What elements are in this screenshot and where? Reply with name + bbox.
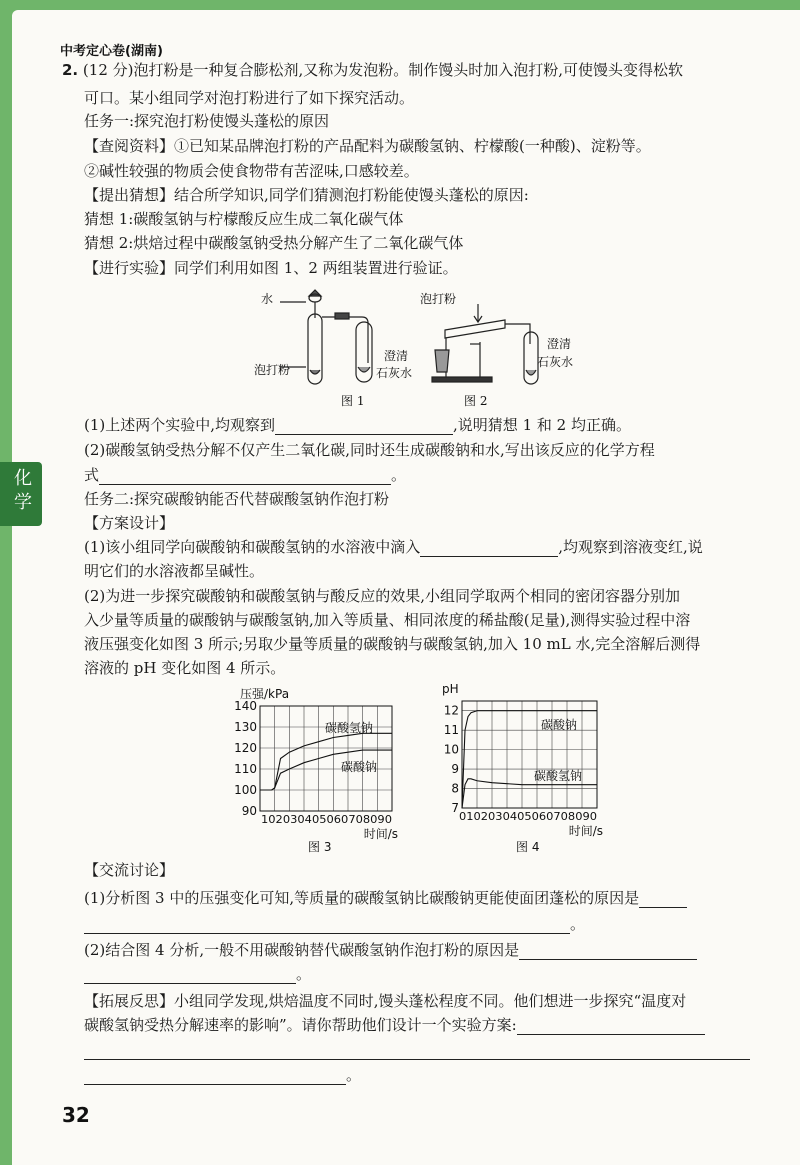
y-tick-label: 12 bbox=[443, 703, 459, 718]
figure-4-caption: 图 4 bbox=[516, 840, 540, 854]
y-tick-label: 9 bbox=[451, 762, 459, 777]
sub-question-2-cont bbox=[84, 465, 406, 485]
hypothesis-1: 猜想 1:碳酸氢钠与柠檬酸反应生成二氧化碳气体 bbox=[84, 210, 404, 228]
question-line-1 bbox=[62, 60, 683, 80]
figure-2-lime-label-2: 石灰水 bbox=[537, 355, 574, 369]
y-tick-label: 130 bbox=[234, 720, 257, 734]
reference-2: ②碱性较强的物质会使食物带有苦涩味,口感较差。 bbox=[84, 162, 419, 180]
e1-text-b: 。 bbox=[570, 915, 586, 933]
x-axis-label: 时间/s bbox=[568, 824, 603, 838]
hypothesis-intro: 【提出猜想】结合所学知识,同学们猜测泡打粉能使馒头蓬松的原因: bbox=[84, 186, 529, 204]
q1-text-a: (1)上述两个实验中,均观察到 bbox=[84, 416, 276, 434]
pressure-chart bbox=[228, 676, 418, 856]
x-tick-labels: 102030405060708090 bbox=[261, 813, 392, 826]
d1-text-b: ,均观察到溶液变红,说 bbox=[558, 538, 703, 556]
series-line bbox=[462, 779, 597, 808]
discussion-2 bbox=[84, 940, 697, 960]
figure-1-lime-label-2: 石灰水 bbox=[376, 366, 413, 380]
y-tick-label: 8 bbox=[451, 781, 459, 796]
discussion-2-cont bbox=[84, 964, 311, 984]
d1-text-a: (1)该小组同学向碳酸钠和碳酸氢钠的水溶液中滴入 bbox=[84, 538, 421, 556]
y-tick-label: 110 bbox=[234, 762, 257, 776]
e1-answer-blank-1[interactable] bbox=[639, 891, 687, 908]
y-tick-label: 100 bbox=[234, 783, 257, 797]
d1-answer-blank[interactable] bbox=[420, 540, 558, 557]
subject-tab-label: 化学 bbox=[11, 468, 32, 516]
design-2-line-2: 入少量等质量的碳酸钠与碳酸氢钠,加入等质量、相同浓度的稀盐酸(足量),测得实验过程中溶 bbox=[84, 611, 691, 629]
x-axis-label: 时间/s bbox=[363, 827, 398, 841]
sub-question-2: (2)碳酸氢钠受热分解不仅产生二氧化碳,同时还生成碳酸钠和水,写出该反应的化学方程 bbox=[84, 441, 655, 459]
ext-answer-blank-2[interactable] bbox=[84, 1043, 750, 1060]
x-tick-labels: 0102030405060708090 bbox=[459, 810, 597, 823]
question-line-2: 可口。某小组同学对泡打粉进行了如下探究活动。 bbox=[84, 89, 415, 107]
y-tick-label: 7 bbox=[451, 801, 459, 815]
page-number: 32 bbox=[62, 1103, 90, 1127]
y-tick-label: 90 bbox=[241, 804, 257, 818]
y-tick-label: 10 bbox=[443, 742, 459, 757]
discussion-1-cont bbox=[84, 914, 585, 934]
design-1-cont: 明它们的水溶液都呈碱性。 bbox=[84, 562, 265, 580]
question-number: 2. bbox=[62, 61, 79, 79]
y-tick-label: 11 bbox=[443, 723, 459, 738]
design-title: 【方案设计】 bbox=[84, 514, 175, 532]
subject-tab bbox=[0, 462, 42, 526]
hypothesis-2: 猜想 2:烘焙过程中碳酸氢钠受热分解产生了二氧化碳气体 bbox=[84, 234, 464, 252]
design-2-line-1: (2)为进一步探究碳酸钠和碳酸氢钠与酸反应的效果,小组同学取两个相同的密闭容器分别加 bbox=[84, 587, 681, 605]
ext-text-2: 碳酸氢钠受热分解速率的影响”。请你帮助他们设计一个实验方案: bbox=[84, 1016, 517, 1034]
figure-1-lime-label-1: 澄清 bbox=[384, 349, 409, 363]
q1-text-b: ,说明猜想 1 和 2 均正确。 bbox=[453, 416, 631, 434]
e1-text-a: (1)分析图 3 中的压强变化可知,等质量的碳酸氢钠比碳酸钠更能使面团蓬松的原因是 bbox=[84, 889, 640, 907]
y-tick-label: 120 bbox=[234, 741, 257, 755]
series-label: 碳酸氢钠 bbox=[534, 769, 583, 783]
experiment-intro: 【进行实验】同学们利用如图 1、2 两组装置进行验证。 bbox=[84, 259, 458, 277]
q2-text-c: 。 bbox=[391, 466, 407, 484]
figure-1-water-label: 水 bbox=[261, 292, 274, 306]
series-label: 碳酸钠 bbox=[541, 718, 578, 732]
question-text: (12 分)泡打粉是一种复合膨松剂,又称为发泡粉。制作馒头时加入泡打粉,可使馒头变得松软 bbox=[82, 61, 684, 79]
page-header: 中考定心卷(湖南) bbox=[60, 44, 163, 59]
task-1-title: 任务一:探究泡打粉使馒头蓬松的原因 bbox=[84, 112, 330, 130]
extension-line-3 bbox=[84, 1040, 750, 1060]
series-label: 碳酸氢钠 bbox=[325, 721, 374, 735]
design-2-line-4: 溶液的 pH 变化如图 4 所示。 bbox=[84, 659, 286, 677]
discussion-title: 【交流讨论】 bbox=[84, 861, 175, 879]
task-2-title: 任务二:探究碳酸钠能否代替碳酸氢钠作泡打粉 bbox=[84, 490, 390, 508]
extension-line-1: 【拓展反思】小组同学发现,烘焙温度不同时,馒头蓬松程度不同。他们想进一步探究“温度对 bbox=[84, 992, 687, 1010]
e2-text-a: (2)结合图 4 分析,一般不用碳酸钠替代碳酸氢钠作泡打粉的原因是 bbox=[84, 941, 520, 959]
design-2-line-3: 液压强变化如图 3 所示;另取少量等质量的碳酸钠与碳酸氢钠,加入 10 mL 水,完全溶解后测得 bbox=[84, 635, 701, 653]
design-1 bbox=[84, 537, 703, 557]
y-axis-label: 压强/kPa bbox=[240, 687, 290, 701]
ext-answer-blank-3[interactable] bbox=[84, 1068, 346, 1085]
figure-2-apparatus bbox=[432, 304, 538, 384]
figure-2-caption: 图 2 bbox=[464, 394, 488, 408]
e2-answer-blank-1[interactable] bbox=[519, 943, 697, 960]
figure-2-powder-label: 泡打粉 bbox=[420, 292, 457, 306]
discussion-1 bbox=[84, 888, 687, 908]
reference-1: 【查阅资料】①已知某品牌泡打粉的产品配料为碳酸氢钠、柠檬酸(一种酸)、淀粉等。 bbox=[84, 137, 651, 155]
figure-1-powder-label: 泡打粉 bbox=[254, 363, 291, 377]
ext-text-3: 。 bbox=[346, 1066, 362, 1084]
extension-line-4 bbox=[84, 1065, 361, 1085]
figure-1-caption: 图 1 bbox=[341, 394, 365, 408]
y-axis-label: pH bbox=[442, 682, 459, 696]
e1-answer-blank-2[interactable] bbox=[84, 917, 570, 934]
sub-question-1 bbox=[84, 415, 631, 435]
ph-chart bbox=[440, 676, 620, 856]
figure-1-apparatus bbox=[280, 290, 372, 384]
ext-answer-blank-1[interactable] bbox=[517, 1018, 705, 1035]
q2-answer-blank[interactable] bbox=[99, 468, 391, 485]
extension-line-2 bbox=[84, 1015, 705, 1035]
e2-text-b: 。 bbox=[296, 965, 312, 983]
figure-2-lime-label-1: 澄清 bbox=[547, 337, 572, 351]
e2-answer-blank-2[interactable] bbox=[84, 967, 296, 984]
q2-text-b: 式 bbox=[84, 466, 100, 484]
y-tick-label: 140 bbox=[234, 699, 257, 713]
series-label: 碳酸钠 bbox=[341, 760, 378, 774]
q1-answer-blank[interactable] bbox=[275, 418, 453, 435]
figure-3-caption: 图 3 bbox=[308, 840, 332, 854]
